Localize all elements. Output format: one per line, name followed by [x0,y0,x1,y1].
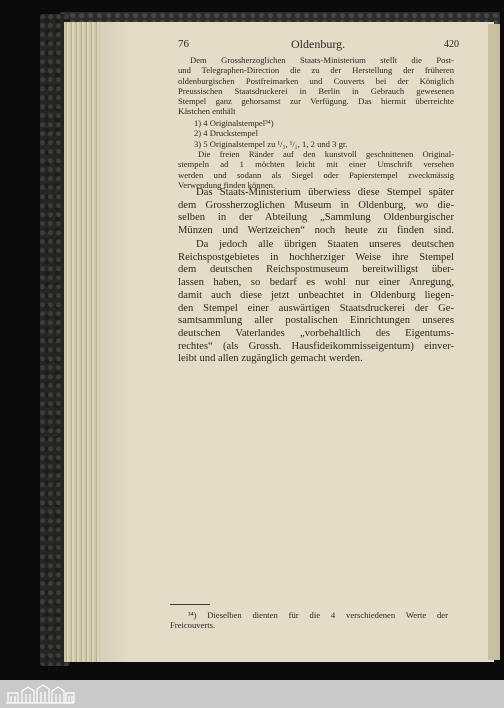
paragraph-line: deutschen Vaterlandes „vorbehaltlich des Eigentums- [178,327,454,339]
note-block [178,149,454,190]
page-number-right: 420 [444,39,459,50]
page-right-edge [488,24,500,660]
paragraph-line: Münzen und Wertzeichen“ noch heute zu finden sind. [178,225,454,237]
enumerated-list [194,118,444,149]
paragraph-line: dem Grossherzoglichen Museum in Oldenburg, wo die- [178,199,454,211]
footnote-rule [170,604,210,605]
page-edges [64,22,104,662]
intro-line: Preussischen Staatsdruckerei in Berlin in Gebrauch gewesenen [178,85,454,96]
note-line: stempeln ad 1 möchten leicht mit einer Umschrift versehen [178,159,454,170]
paragraph-line: Das Staats-Ministerium überwiess diese Stempel später [196,187,454,198]
intro-line: Dem Grossherzoglichen Staats-Ministerium stellt die Post- [190,55,454,65]
list-item: 3) 5 Originalstempel zu ¹/₃, ¹/₂, 1, 2 und 3 gr. [194,138,348,149]
intro-line: Kästchen enthält [178,106,236,117]
library-building-logo [4,683,76,705]
note-line: werden und sodann als Siegel oder Papierstempel zweckmässig [178,169,454,180]
note-line: Die freien Ränder auf den kunstvoll geschnittenen Original- [198,149,454,159]
paragraph-2 [178,239,454,366]
footnote-line: Freicouverts. [170,620,216,631]
paragraph-line: Da jedoch alle übrigen Staaten unseres deutschen [196,239,454,250]
intro-line: und Telegraphen-Direction die zu der Herstellung der früheren [178,65,454,76]
paragraph-line: rechtes“ (als Grossh. Hausfideikommisseigentum) einver- [178,340,454,352]
intro-block [178,55,454,117]
footnote-line: ³⁴) Dieselben dienten für die 4 verschiedenen Werte der [188,610,448,620]
page-number-left: 76 [178,38,189,50]
paragraph-line: Reichspostgebietes in hochherziger Weise ihre Stempel [178,251,454,263]
running-title: Oldenburg. [291,37,346,51]
paragraph-line: dem deutschen Reichspostmuseum bereitwilligst über- [178,264,454,276]
intro-line: Stempel ganz gehorsamst zur Verfügung. Das hiermit überreichte [178,96,454,107]
paragraph-line: den Stempel einer auswärtigen Staatsdruckerei der Ge- [178,302,454,314]
note-line: Verwendung finden können. [178,179,276,190]
list-item: 2) 4 Druckstempel [194,128,258,139]
paragraph-line: samtsammlung aller postalischen Einrichtungen unseres [178,315,454,327]
footnote [170,610,448,631]
paragraph-line: damit auch diese jetzt unbeachtet in Oldenburg liegen- [178,289,454,301]
paragraph-line: leibt und allen zugänglich gemacht werden. [178,353,363,365]
paragraph-1 [178,187,454,238]
paragraph-line: selben in der Abteilung „Sammlung Oldenburgischer [178,212,454,224]
list-item: 1) 4 Originalstempel³⁴) [194,118,274,128]
intro-line: oldenburgischen Postfreimarken und Couverts bei der Königlich [178,75,454,86]
paragraph-line: lassen haben, so bedarf es wohl nur einer Anregung, [178,277,454,289]
